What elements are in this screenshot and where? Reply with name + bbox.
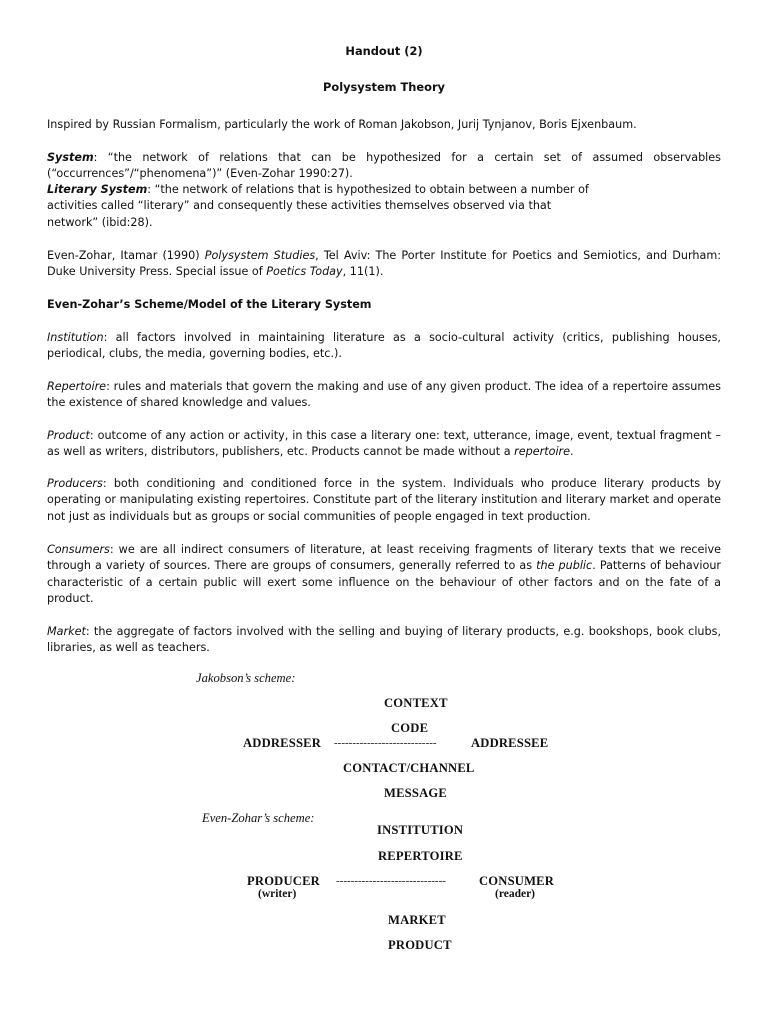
jakobson-code: CODE (391, 721, 429, 735)
institution-text: : all factors involved in maintaining literature as a socio-cultural activity (critics, publishing houses, periodical, clubs, the media, governing bodies, etc.). (47, 331, 721, 361)
repertoire-term: Repertoire (47, 380, 107, 393)
consumers-term: Consumers (47, 543, 110, 556)
producers-text: : both conditioning and conditioned force in the system. Individuals who produce literary products by operating or manipulating existing repertoires. Constitute part of the literary institution and literary market and operate not just as individuals but as groups or social communities of people engaged in text production. (47, 477, 721, 523)
jakobson-contact-channel: CONTACT/CHANNEL (343, 761, 475, 775)
reference-publisher: , Tel Aviv: The Porter Institute for Poetics and Semiotics, and Durham: Duke University Press. Special issue of (47, 249, 721, 279)
jakobson-message: MESSAGE (384, 786, 447, 800)
definition-institution (47, 330, 721, 363)
literary-system-line-1: : “the network of relations that is hypothesized to obtain between a number of (147, 183, 589, 196)
reference-book-title: Polysystem Studies (204, 249, 316, 262)
product-italic: repertoire (514, 445, 571, 459)
model-heading: Even-Zohar’s Scheme/Model of the Literary System (47, 298, 372, 311)
evenzohar-producer: PRODUCER (247, 874, 320, 888)
product-term: Product (47, 429, 90, 442)
evenzohar-consumer: CONSUMER (479, 874, 555, 888)
handout-subtitle: Polysystem Theory (323, 80, 445, 94)
reference-journal: Poetics Today (266, 265, 343, 279)
jakobson-context: CONTEXT (384, 696, 448, 710)
jakobson-connector: ---------------------------- (334, 737, 437, 749)
product-text: : outcome of any action or activity, in this case a literary one: text, utterance, image, event, textual fragment – as well as writers, distributors, publishers, etc. Products cannot be made without a (47, 429, 721, 459)
reference-issue: , 11(1). (342, 265, 384, 279)
jakobson-scheme-label: Jakobson’s scheme: (196, 671, 296, 685)
intro-paragraph (47, 117, 721, 133)
producers-term: Producers (47, 477, 103, 490)
evenzohar-institution: INSTITUTION (377, 823, 464, 837)
reference-author: Even-Zohar, Itamar (1990) (47, 249, 205, 262)
handout-title: Handout (2) (345, 44, 423, 58)
definition-market (47, 624, 721, 657)
system-term: System (47, 151, 94, 164)
institution-term: Institution (47, 331, 104, 344)
market-term: Market (47, 625, 86, 638)
evenzohar-market: MARKET (388, 913, 446, 927)
evenzohar-reader: (reader) (495, 888, 536, 900)
jakobson-addresser: ADDRESSER (243, 736, 322, 750)
definition-product (47, 428, 721, 461)
literary-system-line-3: network” (ibid:28). (47, 215, 153, 229)
consumers-text: : we are all indirect consumers of literature, at least receiving fragments of literary texts that we receive through a variety of sources. There are groups of consumers, generally referred to as (47, 543, 721, 573)
system-definition (47, 150, 721, 183)
consumers-text-end: . Patterns of behaviour characteristic of a certain public will exert some influence on the behaviour of other factors and on the fate of a product. (47, 559, 722, 605)
definition-consumers (47, 542, 721, 607)
literary-system-definition (47, 182, 721, 231)
market-text: : the aggregate of factors involved with the selling and buying of literary products, e.g. bookshops, book clubs, libraries, as well as teachers. (47, 625, 721, 655)
literary-system-term: Literary System (47, 183, 148, 196)
product-text-end: . (570, 445, 574, 459)
evenzohar-writer: (writer) (258, 888, 297, 900)
repertoire-text: : rules and materials that govern the making and use of any given product. The idea of a repertoire assumes the existence of shared knowledge and values. (47, 380, 721, 410)
reference-paragraph (47, 248, 721, 281)
definition-producers (47, 476, 721, 525)
evenzohar-connector: ------------------------------ (336, 875, 446, 887)
system-text: : “the network of relations that can be hypothesized for a certain set of assumed observables (“occurrences”/“phenomena”)” (Even-Zohar 1990:27). (47, 151, 721, 181)
intro-text: Inspired by Russian Formalism, particularly the work of Roman Jakobson, Jurij Tynjanov, Boris Ejxenbaum. (47, 118, 637, 131)
evenzohar-repertoire: REPERTOIRE (378, 849, 463, 863)
evenzohar-scheme-label: Even-Zohar’s scheme: (202, 811, 315, 825)
consumers-italic: the public (536, 559, 593, 573)
jakobson-addressee: ADDRESSEE (471, 736, 549, 750)
literary-system-line-2: activities called “literary” and consequently these activities themselves observed via that (47, 199, 552, 213)
definition-repertoire (47, 379, 721, 412)
evenzohar-product: PRODUCT (388, 938, 452, 952)
